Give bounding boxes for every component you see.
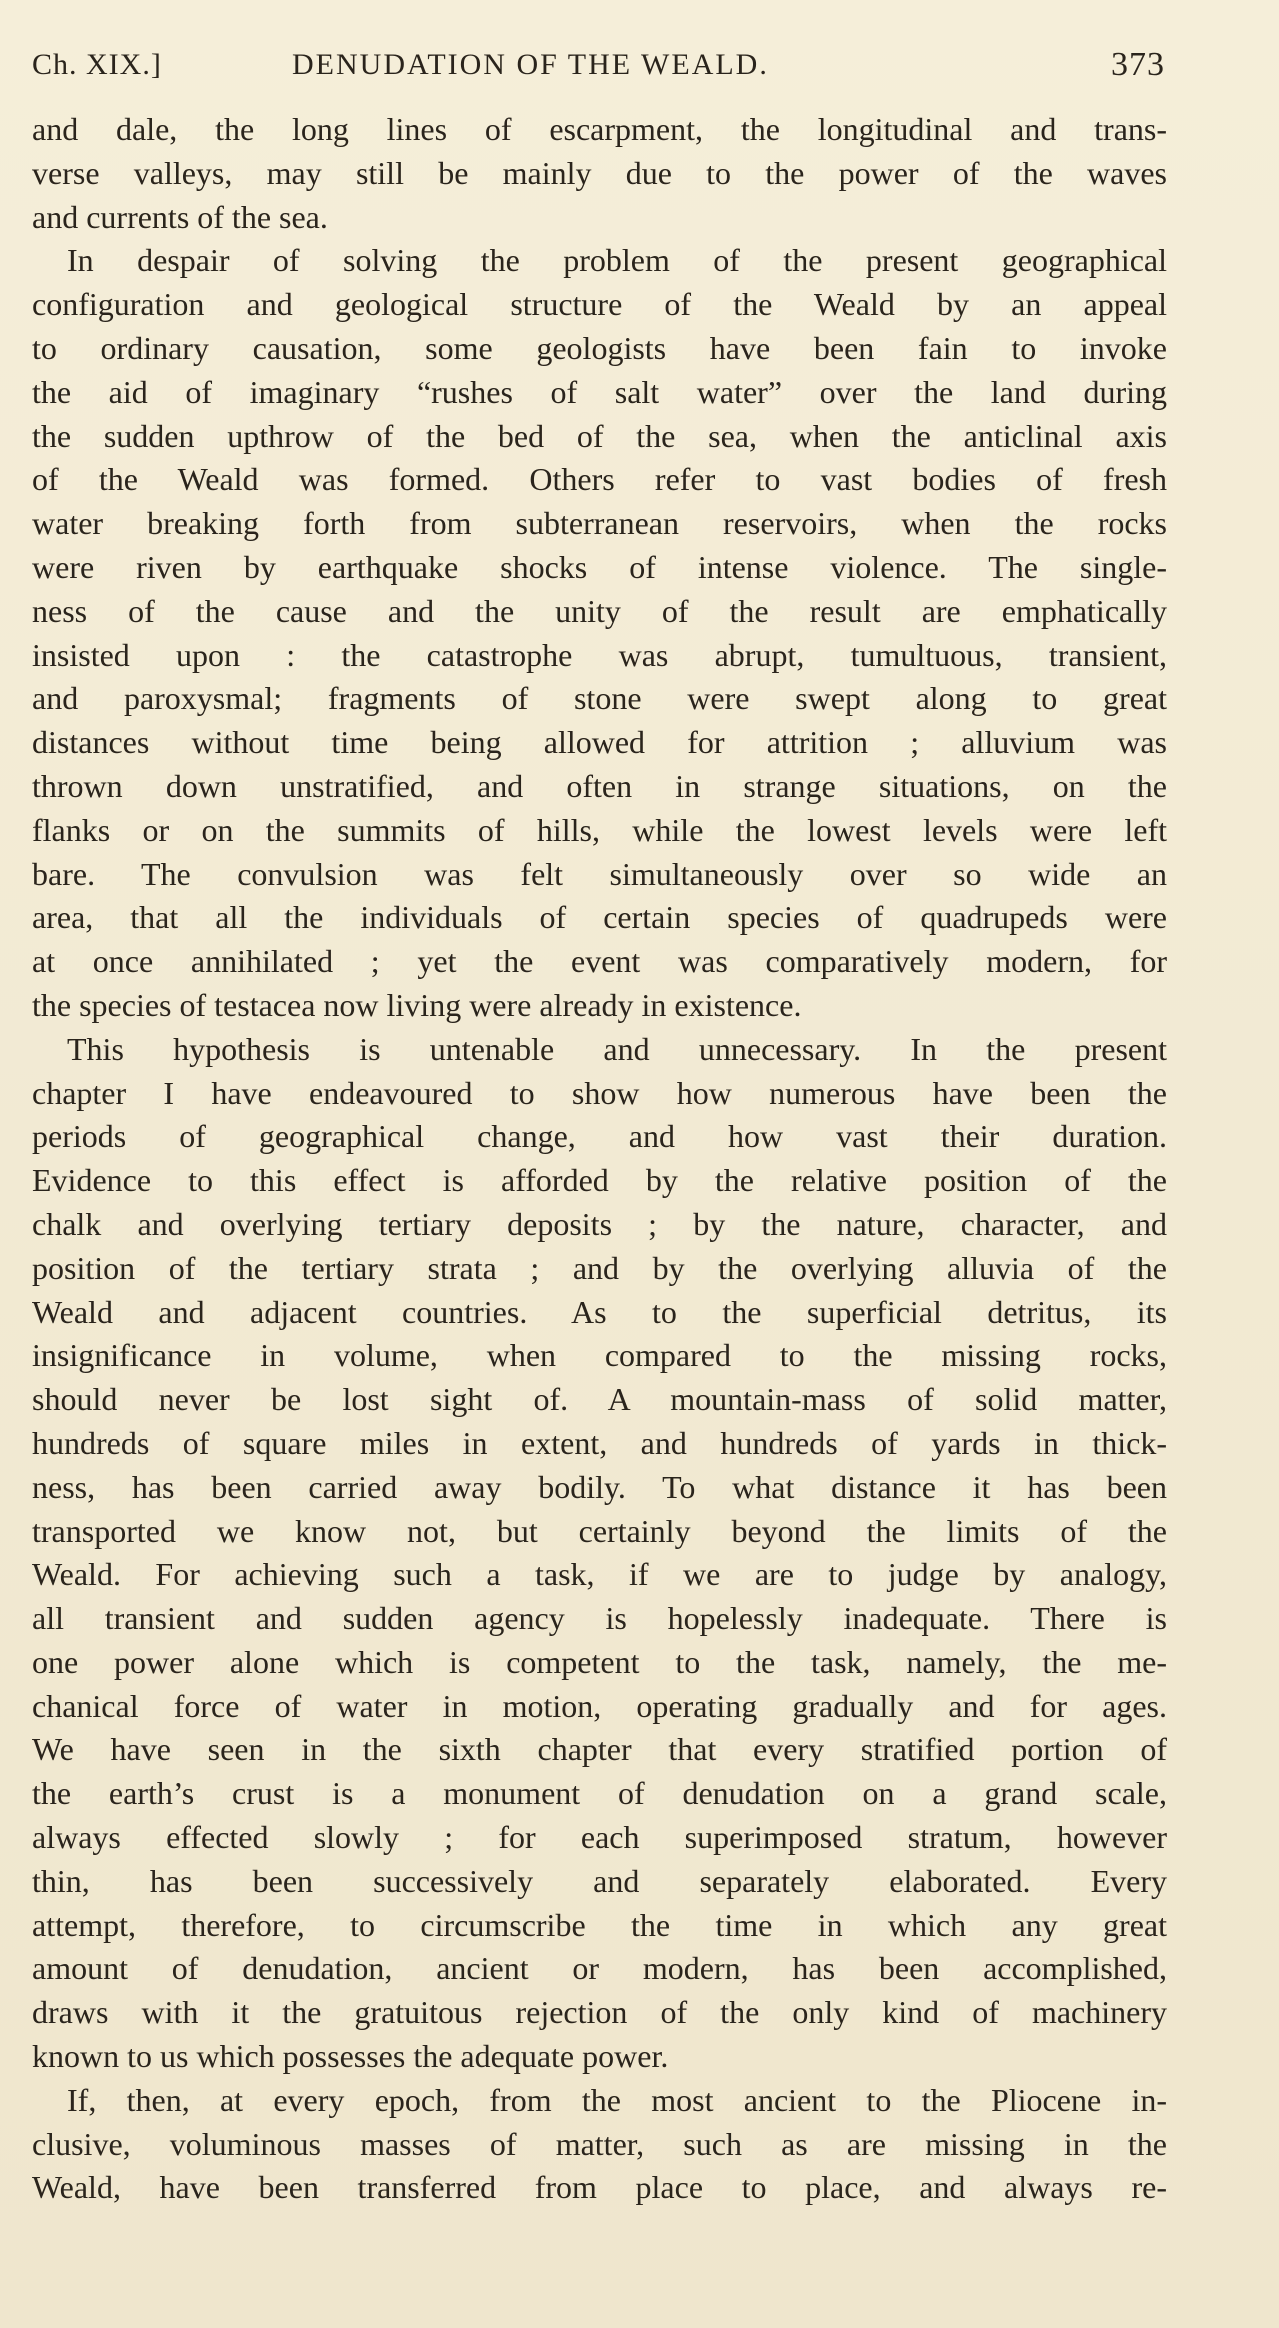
text-line: We have seen in the sixth chapter that every stratified portion of [32,1731,1167,1768]
text-line: amount of denudation, ancient or modern, has been accomplished, [32,1950,1167,1987]
text-line: the species of testacea now living were already in existence. [32,986,802,1023]
text-line: draws with it the gratuitous rejection of the only kind of machinery [32,1994,1167,2031]
text-line: chapter I have endeavoured to show how numerous have been the [32,1074,1167,1111]
text-line: ness of the cause and the unity of the result are emphatically [32,592,1167,629]
text-line: chalk and overlying tertiary deposits ; by the nature, character, and [32,1205,1167,1242]
body-text [32,108,1167,2210]
text-line: insisted upon : the catastrophe was abrupt, tumultuous, transient, [32,636,1167,673]
text-line: verse valleys, may still be mainly due to the power of the waves [32,154,1167,191]
text-line: one power alone which is competent to the task, namely, the me- [32,1643,1167,1680]
text-line: area, that all the individuals of certain species of quadrupeds were [32,899,1167,936]
text-line: This hypothesis is untenable and unnecessary. In the present [67,1030,1167,1067]
text-line: attempt, therefore, to circumscribe the time in which any great [32,1906,1167,1943]
text-line: and paroxysmal; fragments of stone were swept along to great [32,680,1167,717]
text-line: the earth’s crust is a monument of denudation on a grand scale, [32,1775,1167,1812]
text-line: position of the tertiary strata ; and by the overlying alluvia of the [32,1249,1167,1286]
text-line: distances without time being allowed for attrition ; alluvium was [32,724,1167,761]
page-number: 373 [1111,46,1165,83]
text-line: thrown down unstratified, and often in strange situations, on the [32,767,1167,804]
text-line: Weald and adjacent countries. As to the superficial detritus, its [32,1293,1167,1330]
text-line: and dale, the long lines of escarpment, the longitudinal and trans- [32,111,1167,147]
text-line: Weald. For achieving such a task, if we are to judge by analogy, [32,1556,1167,1593]
text-line: Weald, have been transferred from place to place, and always re- [32,2169,1167,2206]
text-line: insignificance in volume, when compared to the missing rocks, [32,1337,1167,1374]
text-line: In despair of solving the problem of the present geographical [67,242,1167,279]
text-line: flanks or on the summits of hills, while the lowest levels were left [32,811,1167,848]
text-line: known to us which possesses the adequate power. [32,2038,669,2075]
text-line: the aid of imaginary “rushes of salt water” over the land during [32,373,1167,410]
text-line: were riven by earthquake shocks of intense violence. The single- [32,548,1167,585]
text-line: If, then, at every epoch, from the most ancient to the Pliocene in- [67,2081,1167,2118]
text-line: hundreds of square miles in extent, and hundreds of yards in thick- [32,1424,1167,1461]
text-line: and currents of the sea. [32,198,328,235]
text-line: the sudden upthrow of the bed of the sea, when the anticlinal axis [32,417,1167,454]
text-line: configuration and geological structure of the Weald by an appeal [32,286,1167,323]
text-line: always effected slowly ; for each superimposed stratum, however [32,1819,1167,1856]
text-line: to ordinary causation, some geologists have been fain to invoke [32,329,1167,366]
text-line: of the Weald was formed. Others refer to vast bodies of fresh [32,461,1167,498]
text-line: at once annihilated ; yet the event was comparatively modern, for [32,943,1167,980]
running-head [32,40,1165,90]
text-line: chanical force of water in motion, operating gradually and for ages. [32,1687,1167,1724]
text-line: thin, has been successively and separately elaborated. Every [32,1862,1167,1899]
text-line: periods of geographical change, and how vast their duration. [32,1118,1167,1155]
chapter-marker: Ch. XIX.] [32,48,162,81]
text-line: transported we know not, but certainly beyond the limits of the [32,1512,1167,1549]
text-line: water breaking forth from subterranean reservoirs, when the rocks [32,505,1167,542]
text-line: bare. The convulsion was felt simultaneously over so wide an [32,855,1167,892]
text-line: all transient and sudden agency is hopelessly inadequate. There is [32,1600,1167,1637]
text-line: should never be lost sight of. A mountain-mass of solid matter, [32,1381,1167,1418]
running-title: DENUDATION OF THE WEALD. [292,48,769,81]
text-line: Evidence to this effect is afforded by the relative position of the [32,1162,1167,1199]
text-line: ness, has been carried away bodily. To what distance it has been [32,1468,1167,1505]
text-line: clusive, voluminous masses of matter, such as are missing in the [32,2125,1167,2162]
